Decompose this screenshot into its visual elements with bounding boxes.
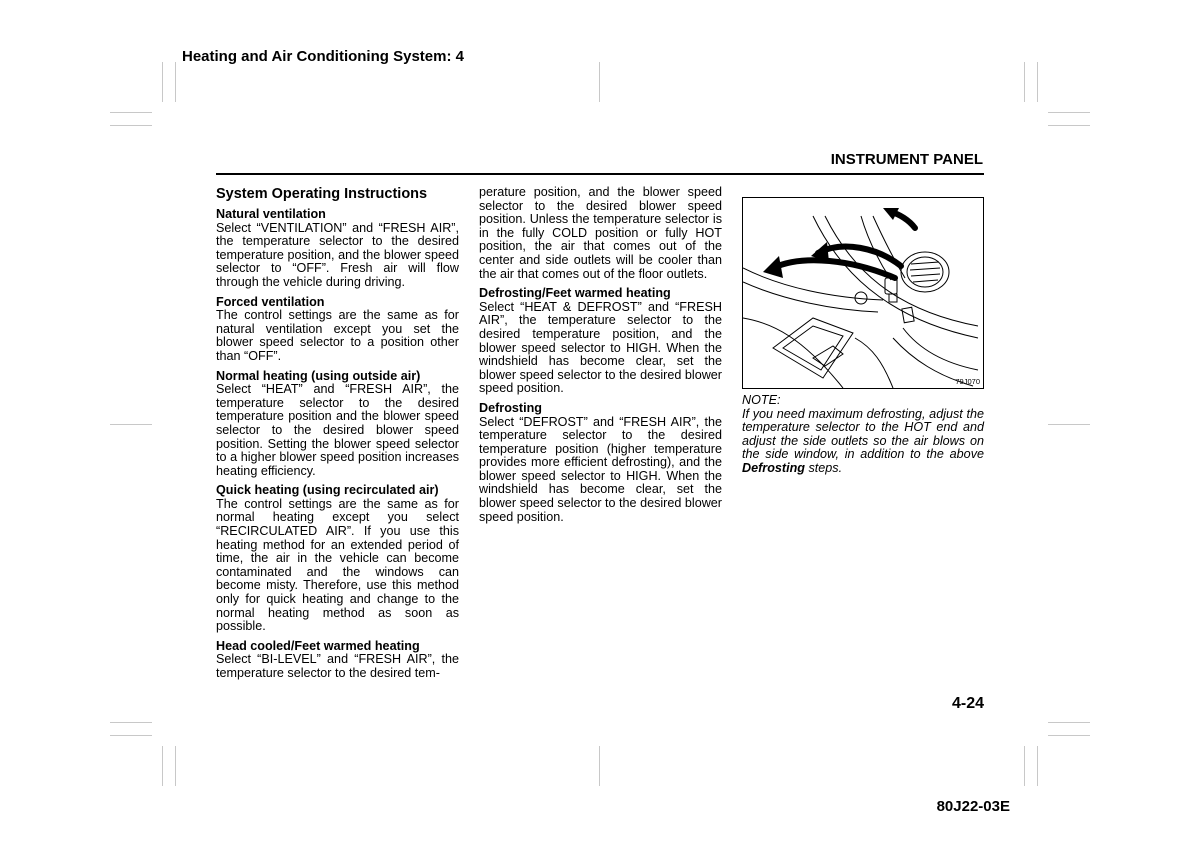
page-number: 4-24 [951, 695, 984, 712]
crop-mark [1037, 746, 1038, 786]
subsection-title: Defrosting [479, 400, 542, 415]
crop-mark [162, 62, 163, 102]
crop-mark [110, 722, 152, 723]
crop-mark [599, 62, 600, 102]
document-code: 80J22-03E [936, 798, 1010, 815]
subsection-title: Head cooled/Feet warmed heating [216, 638, 420, 653]
subsection-title: Quick heating (using recirculated air) [216, 483, 439, 498]
paragraph: perature position, and the blower speed selector to the desired blower speed position. Unless the temperature selector is in the fully COLD position or fully HOT position, the air that comes out of the center and side outlets will be cooler than the air that comes out of the floor outlets. [479, 185, 722, 281]
paragraph: Select “HEAT” and “FRESH AIR”, the temperature selector to the desired temperature position and the blower speed selector to the desired blower speed position. Setting the blower speed selector to a higher blower speed position increases heating efficiency. [216, 382, 459, 478]
subsection-title: Natural ventilation [216, 207, 326, 221]
crop-mark [175, 746, 176, 786]
crop-mark [1048, 735, 1090, 736]
crop-mark [175, 62, 176, 102]
paragraph: The control settings are the same as for natural ventilation except you set the blower speed selector to a position other than “OFF”. [216, 308, 459, 363]
crop-mark [1037, 62, 1038, 102]
subsection-title: Normal heating (using outside air) [216, 368, 421, 383]
defroster-illustration [742, 197, 984, 389]
paragraph: Select “HEAT & DEFROST” and “FRESH AIR”, the temperature selector to the desired temperature position, and the blower speed selector to HIGH. When the windshield has become clear, set the blower speed selector to the desired blower speed position. [479, 299, 722, 396]
subsection-title: Defrosting/Feet warmed heating [479, 286, 671, 301]
note-text-before: If you need maximum defrosting, adjust the temperature selector to the HOT end and adjust the side outlets so the air blows on the side window, in addition to the above [742, 406, 984, 462]
dashboard-vent-drawing [743, 198, 983, 388]
crop-mark [1048, 722, 1090, 723]
crop-mark [1048, 424, 1090, 425]
crop-mark [599, 746, 600, 786]
crop-mark [162, 746, 163, 786]
paragraph: The control settings are the same as for normal heating except you select “RECIRCULATED AIR”. If you use this heating method for an extended period of time, the air in the vehicle can become contaminated and the windows can become misty. Therefore, use this method only for quick heating and change to the normal heating method as soon as possible. [216, 496, 459, 634]
paragraph: Select “BI-LEVEL” and “FRESH AIR”, the temperature selector to the desired tem- [216, 652, 459, 680]
section-heading: System Operating Instructions [216, 186, 428, 202]
header-rule [216, 173, 984, 175]
paragraph: Select “VENTILATION” and “FRESH AIR”, the temperature selector to the desired temperature position, and the blower speed selector to “OFF”. Fresh air will flow through the vehicle during driving. [216, 220, 459, 289]
crop-mark [1048, 125, 1090, 126]
crop-mark [110, 125, 152, 126]
running-header: Heating and Air Conditioning System: 4 [182, 48, 464, 65]
section-title: INSTRUMENT PANEL [830, 151, 983, 168]
note-text-after: steps. [804, 460, 843, 475]
crop-mark [1024, 746, 1025, 786]
crop-mark [1048, 112, 1090, 113]
paragraph: Select “DEFROST” and “FRESH AIR”, the temperature selector to the desired temperature position (higher temperature provides more efficient defrosting), and the blower speed selector to HIGH. When the windshield has become clear, set the blower speed selector to the desired blower speed position. [479, 414, 722, 524]
text-column-1 [216, 186, 459, 681]
crop-mark [110, 424, 152, 425]
text-column-2 [479, 186, 722, 524]
note-block [742, 394, 984, 476]
subsection-title: Forced ventilation [216, 294, 325, 309]
crop-mark [110, 735, 152, 736]
figure-code: 79J070 [955, 377, 980, 386]
note-emphasis: Defrosting [742, 460, 805, 475]
note-label: NOTE: [742, 393, 781, 407]
crop-mark [110, 112, 152, 113]
note-text [742, 408, 984, 476]
crop-mark [1024, 62, 1025, 102]
